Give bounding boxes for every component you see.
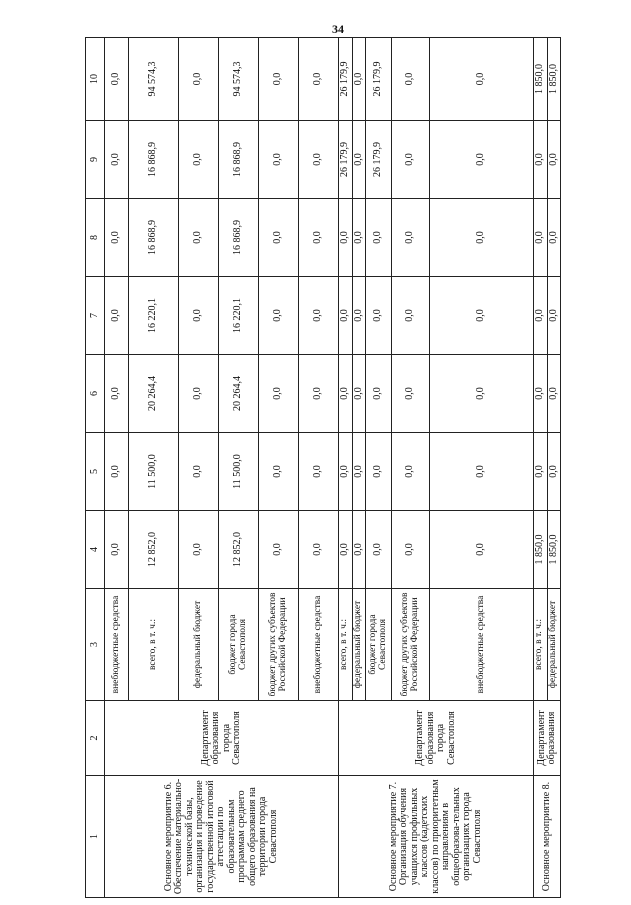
value-cell: 94 574,3 xyxy=(129,38,179,121)
funding-source: бюджет города Севастополя xyxy=(366,589,392,701)
value-cell: 0,0 xyxy=(430,433,534,511)
value-cell: 0,0 xyxy=(339,433,353,511)
value-cell: 0,0 xyxy=(259,355,299,433)
value-cell: 0,0 xyxy=(339,511,353,589)
value-cell: 0,0 xyxy=(105,511,129,589)
value-cell: 0,0 xyxy=(392,433,430,511)
funding-source: бюджет других субъектов Российской Федерации xyxy=(259,589,299,701)
value-cell: 0,0 xyxy=(299,511,339,589)
funding-source: бюджет других субъектов Российской Федерации xyxy=(392,589,430,701)
funding-source: федеральный бюджет xyxy=(547,589,561,701)
value-cell: 1 850,0 xyxy=(547,38,561,121)
value-cell: 0,0 xyxy=(259,38,299,121)
col-header-9: 9 xyxy=(86,121,105,199)
value-cell: 0,0 xyxy=(179,277,219,355)
table-row xyxy=(339,38,353,898)
value-cell: 0,0 xyxy=(352,38,366,121)
value-cell: 26 179,9 xyxy=(339,38,353,121)
executor: Департамент образования города Севастополя xyxy=(105,701,339,776)
value-cell: 0,0 xyxy=(366,277,392,355)
value-cell: 26 179,9 xyxy=(366,38,392,121)
value-cell: 0,0 xyxy=(105,433,129,511)
table-row xyxy=(105,38,129,898)
value-cell: 0,0 xyxy=(392,277,430,355)
table-row xyxy=(534,38,548,898)
value-cell: 0,0 xyxy=(259,433,299,511)
value-cell: 0,0 xyxy=(352,433,366,511)
value-cell: 1 850,0 xyxy=(547,511,561,589)
funding-source: внебюджетные средства xyxy=(299,589,339,701)
value-cell: 0,0 xyxy=(299,355,339,433)
value-cell: 0,0 xyxy=(547,277,561,355)
value-cell: 16 220,1 xyxy=(129,277,179,355)
value-cell: 11 500,0 xyxy=(129,433,179,511)
funding-source: всего, в т. ч.: xyxy=(534,589,548,701)
value-cell: 0,0 xyxy=(534,277,548,355)
value-cell: 26 179,9 xyxy=(366,121,392,199)
value-cell: 11 500,0 xyxy=(219,433,259,511)
value-cell: 0,0 xyxy=(366,199,392,277)
value-cell: 16 220,1 xyxy=(219,277,259,355)
value-cell: 16 868,9 xyxy=(129,199,179,277)
col-header-5: 5 xyxy=(86,433,105,511)
value-cell: 0,0 xyxy=(352,355,366,433)
value-cell: 20 264,4 xyxy=(129,355,179,433)
executor: Департамент образования xyxy=(534,701,561,776)
value-cell: 0,0 xyxy=(534,199,548,277)
header-row xyxy=(86,38,105,898)
value-cell: 0,0 xyxy=(392,355,430,433)
value-cell: 0,0 xyxy=(547,199,561,277)
value-cell: 0,0 xyxy=(179,121,219,199)
value-cell: 0,0 xyxy=(430,355,534,433)
funding-source: внебюджетные средства xyxy=(105,589,129,701)
value-cell: 0,0 xyxy=(366,433,392,511)
value-cell: 16 868,9 xyxy=(219,121,259,199)
value-cell: 0,0 xyxy=(179,355,219,433)
col-header-7: 7 xyxy=(86,277,105,355)
value-cell: 0,0 xyxy=(179,511,219,589)
value-cell: 0,0 xyxy=(179,433,219,511)
value-cell: 0,0 xyxy=(352,199,366,277)
event-description: Основное мероприятие 6. Обеспечение материально-технической базы, организация и проведение государственной итоговой аттестации по образовательным программам среднего общего образования на территории города Севастополя xyxy=(105,776,339,898)
value-cell: 0,0 xyxy=(105,199,129,277)
value-cell: 1 850,0 xyxy=(534,38,548,121)
value-cell: 0,0 xyxy=(352,511,366,589)
event-description: Основное мероприятие 7. Организация обучения учащихся профильных классов (кадетских классов) по приоритетным направлениям в общеобразова-тельных организациях города Севастополя xyxy=(339,776,534,898)
col-header-2: 2 xyxy=(86,701,105,776)
budget-table xyxy=(85,37,561,898)
value-cell: 0,0 xyxy=(352,277,366,355)
value-cell: 0,0 xyxy=(547,433,561,511)
col-header-1: 1 xyxy=(86,776,105,898)
funding-source: внебюджетные средства xyxy=(430,589,534,701)
value-cell: 0,0 xyxy=(259,121,299,199)
value-cell: 16 868,9 xyxy=(129,121,179,199)
value-cell: 0,0 xyxy=(299,38,339,121)
funding-source: всего, в т. ч.: xyxy=(129,589,179,701)
value-cell: 0,0 xyxy=(179,38,219,121)
executor: Департамент образования города Севастополя xyxy=(339,701,534,776)
value-cell: 0,0 xyxy=(534,121,548,199)
value-cell: 94 574,3 xyxy=(219,38,259,121)
value-cell: 0,0 xyxy=(259,277,299,355)
value-cell: 12 852,0 xyxy=(219,511,259,589)
value-cell: 0,0 xyxy=(430,121,534,199)
value-cell: 0,0 xyxy=(259,199,299,277)
budget-table-sheet xyxy=(85,38,560,898)
value-cell: 26 179,9 xyxy=(339,121,353,199)
value-cell: 0,0 xyxy=(366,511,392,589)
value-cell: 0,0 xyxy=(430,199,534,277)
value-cell: 0,0 xyxy=(299,199,339,277)
value-cell: 0,0 xyxy=(299,121,339,199)
value-cell: 12 852,0 xyxy=(129,511,179,589)
col-header-10: 10 xyxy=(86,38,105,121)
value-cell: 0,0 xyxy=(299,277,339,355)
value-cell: 0,0 xyxy=(339,199,353,277)
value-cell: 0,0 xyxy=(430,38,534,121)
value-cell: 0,0 xyxy=(392,121,430,199)
value-cell: 0,0 xyxy=(534,355,548,433)
value-cell: 0,0 xyxy=(105,277,129,355)
value-cell: 0,0 xyxy=(339,277,353,355)
value-cell: 0,0 xyxy=(105,38,129,121)
value-cell: 0,0 xyxy=(366,355,392,433)
funding-source: бюджет города Севастополя xyxy=(219,589,259,701)
value-cell: 16 868,9 xyxy=(219,199,259,277)
value-cell: 20 264,4 xyxy=(219,355,259,433)
col-header-4: 4 xyxy=(86,511,105,589)
value-cell: 0,0 xyxy=(547,121,561,199)
value-cell: 0,0 xyxy=(179,199,219,277)
event-description: Основное мероприятие 8. xyxy=(534,776,561,898)
value-cell: 0,0 xyxy=(105,121,129,199)
value-cell: 0,0 xyxy=(392,199,430,277)
col-header-3: 3 xyxy=(86,589,105,701)
page-number: 34 xyxy=(332,22,344,36)
value-cell: 0,0 xyxy=(339,355,353,433)
value-cell: 0,0 xyxy=(547,355,561,433)
funding-source: федеральный бюджет xyxy=(179,589,219,701)
value-cell: 0,0 xyxy=(430,277,534,355)
value-cell: 1 850,0 xyxy=(534,511,548,589)
value-cell: 0,0 xyxy=(105,355,129,433)
col-header-6: 6 xyxy=(86,355,105,433)
funding-source: всего, в т. ч.: xyxy=(339,589,353,701)
col-header-8: 8 xyxy=(86,199,105,277)
value-cell: 0,0 xyxy=(352,121,366,199)
value-cell: 0,0 xyxy=(392,511,430,589)
value-cell: 0,0 xyxy=(534,433,548,511)
funding-source: федеральный бюджет xyxy=(352,589,366,701)
value-cell: 0,0 xyxy=(299,433,339,511)
value-cell: 0,0 xyxy=(430,511,534,589)
value-cell: 0,0 xyxy=(392,38,430,121)
value-cell: 0,0 xyxy=(259,511,299,589)
